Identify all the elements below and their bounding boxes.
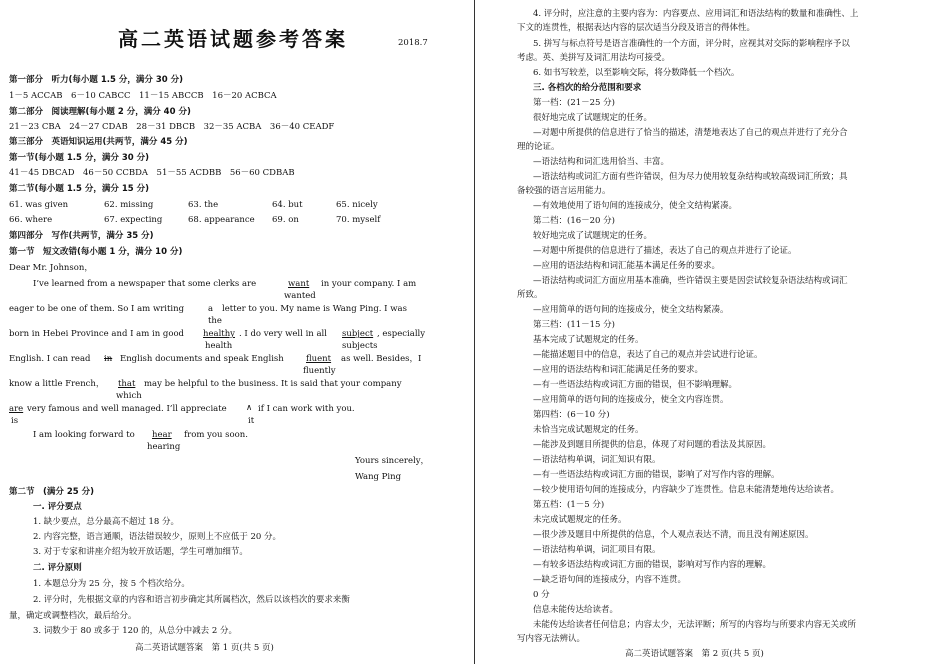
correction: which bbox=[116, 391, 142, 401]
page-1 bbox=[0, 0, 474, 664]
correction: fluently bbox=[303, 366, 336, 376]
fill-answer: 65. nicely bbox=[336, 200, 378, 210]
grade-item: 信息未能传达给读者。 bbox=[533, 605, 619, 615]
letter-line: eager to be one of them. So I am writing bbox=[9, 304, 185, 314]
fill-answer: 63. the bbox=[188, 200, 219, 210]
correction: it bbox=[248, 416, 255, 426]
part1-answers: 1－5 ACCAB 6－10 CABCC 11－15 ABCCB 16－20 ACBCA bbox=[9, 91, 277, 101]
correction: health bbox=[205, 341, 233, 351]
principle-item: 下文的连贯性，根据表达内容的层次适当分段及语言的得体性。 bbox=[517, 23, 756, 33]
grade-item: —较少使用语句间的连接成分，内容缺少了连贯性。信息未能清楚地传达给读者。 bbox=[533, 485, 840, 495]
page-title: 高二英语试题参考答案 bbox=[118, 27, 348, 51]
principle-item: 6. 如书写较差，以至影响交际，将分数降低一个档次。 bbox=[533, 68, 740, 78]
req-item: 3. 对于专家和讲座介绍为较开放话题，学生可增加细节。 bbox=[33, 547, 248, 557]
fill-answer: 61. was given bbox=[9, 200, 69, 210]
part2-answers: 21－23 CBA 24－27 CDAB 28－31 DBCB 32－35 ACBA 36－40 CEADF bbox=[9, 122, 335, 132]
grade-heading: 第三档：(11－15 分) bbox=[533, 320, 615, 330]
error-word: subject bbox=[342, 329, 374, 339]
caret-word: a bbox=[208, 304, 214, 314]
letter-line: from you soon. bbox=[184, 430, 248, 440]
error-word: hear bbox=[152, 430, 172, 440]
part1-heading: 第一部分 听力(每小题 1.5 分，满分 30 分) bbox=[9, 75, 183, 85]
correction: hearing bbox=[147, 442, 181, 452]
letter-line: born in Hebei Province and I am in good bbox=[9, 329, 185, 339]
grade-heading: 第五档：(1－5 分) bbox=[533, 500, 605, 510]
grade-item: 较好地完成了试题规定的任务。 bbox=[533, 231, 653, 241]
part3-sec1-answers: 41－45 DBCAD 46－50 CCBDA 51－55 ACDBB 56－60 CDBAB bbox=[9, 168, 295, 178]
prin-heading: 二. 评分原则 bbox=[33, 563, 82, 573]
letter-greeting: Dear Mr. Johnson， bbox=[9, 263, 93, 273]
grade-heading: 第二档：(16－20 分) bbox=[533, 216, 615, 226]
fill-answer: 69. on bbox=[272, 215, 299, 225]
deleted-word: in bbox=[104, 354, 113, 364]
fill-answer: 67. expecting bbox=[104, 215, 163, 225]
grade-item: —有一些语法结构或词汇方面的错误，但不影响理解。 bbox=[533, 380, 738, 390]
principle-item: 5. 拼写与标点符号是语言准确性的一个方面，评分时，应视其对交际的影响程序予以 bbox=[533, 39, 850, 49]
grade-item: 未能传达给读者任何信息；内容太少，无法评断；所写的内容均与所要求内容无关或所 bbox=[533, 620, 857, 630]
grade-item: —能描述题目中的信息，表达了自己的观点并尝试进行论证。 bbox=[533, 350, 763, 360]
correction: the bbox=[208, 316, 222, 326]
grade-item: 未恰当完成试题规定的任务。 bbox=[533, 425, 644, 435]
part4-sec1-heading: 第一节 短文改错(每小题 1 分，满分 10 分) bbox=[9, 247, 183, 257]
part3-sec2-heading: 第二节(每小题 1.5 分，满分 15 分) bbox=[9, 184, 149, 194]
letter-line: English. I can read bbox=[9, 354, 91, 364]
error-word: healthy bbox=[203, 329, 235, 339]
letter-line: as well. Besides，I bbox=[341, 354, 422, 364]
grade-item: —有较多语法结构或词汇方面的错误，影响对写作内容的理解。 bbox=[533, 560, 772, 570]
grade-heading: 第一档：(21－25 分) bbox=[533, 98, 615, 108]
part3-heading: 第三部分 英语知识运用(共两节，满分 45 分) bbox=[9, 137, 188, 147]
grade-item: 备较强的语言运用能力。 bbox=[517, 186, 611, 196]
letter-line: very famous and well managed. I’ll appreciate bbox=[27, 404, 227, 414]
grade-item: —应用的语法结构和词汇能满足任务的要求。 bbox=[533, 365, 704, 375]
grade-item: 所致。 bbox=[517, 290, 543, 300]
letter-line: letter to you. My name is Wang Ping. I was bbox=[222, 304, 407, 314]
grade-item: —语法结构单调，词汇知识有限。 bbox=[533, 455, 661, 465]
page-divider bbox=[474, 0, 475, 664]
part3-sec1-heading: 第一节(每小题 1.5 分，满分 30 分) bbox=[9, 153, 149, 163]
error-word: are bbox=[9, 404, 24, 414]
grade-item: —语法结构单调，词汇项目有限。 bbox=[533, 545, 661, 555]
fill-answer: 68. appearance bbox=[188, 215, 255, 225]
error-word: fluent bbox=[306, 354, 332, 364]
letter-signature: Wang Ping bbox=[355, 472, 402, 482]
prin-item: 2. 评分时，先根据文章的内容和语言初步确定其所属档次，然后以该档次的要求来衡 bbox=[33, 595, 350, 605]
fill-answer: 66. where bbox=[9, 215, 53, 225]
grade-heading: 0 分 bbox=[533, 590, 550, 600]
error-word: that bbox=[118, 379, 136, 389]
grade-item: —能涉及到题目所提供的信息，体现了对问题的看法及其原因。 bbox=[533, 440, 772, 450]
grade-item: 基本完成了试题规定的任务。 bbox=[533, 335, 644, 345]
grade-item: —很少涉及题目中所提供的信息，个人观点表达不清，而且没有阐述原因。 bbox=[533, 530, 814, 540]
grade-item: 未完成试题规定的任务。 bbox=[533, 515, 627, 525]
correction: subjects bbox=[342, 341, 378, 351]
correction: wanted bbox=[284, 291, 316, 301]
grade-item: —语法结构或词汇方面有些许错误，但为尽力使用较复杂结构或较高级词汇所致；具 bbox=[533, 172, 848, 182]
grade-item: 写内容无法辨认。 bbox=[517, 634, 586, 644]
grade-heading: 第四档：(6－10 分) bbox=[533, 410, 610, 420]
letter-line: know a little French， bbox=[9, 379, 105, 389]
principle-item: 4. 评分时，应注意的主要内容为：内容要点、应用词汇和语法结构的数量和准确性、上 bbox=[533, 9, 859, 19]
correction: is bbox=[11, 416, 19, 426]
grade-item: 很好地完成了试题规定的任务。 bbox=[533, 113, 653, 123]
grade-item: —缺乏语句间的连接成分，内容不连贯。 bbox=[533, 575, 687, 585]
prin-item: 量，确定或调整档次，最后给分。 bbox=[9, 611, 137, 621]
grade-item: —语法结构和词汇选用恰当、丰富。 bbox=[533, 157, 670, 167]
fill-answer: 64. but bbox=[272, 200, 303, 210]
letter-line: I’ve learned from a newspaper that some clerks are bbox=[33, 279, 257, 289]
grade-item: —应用的语法结构和词汇能基本满足任务的要求。 bbox=[533, 261, 721, 271]
grade-item: —对题中所提供的信息进行了描述，表达了自己的观点并进行了论证。 bbox=[533, 246, 797, 256]
letter-line: English documents and speak English bbox=[120, 354, 284, 364]
prin-item: 3. 词数少于 80 或多于 120 的，从总分中减去 2 分。 bbox=[33, 626, 237, 636]
req-item: 2. 内容完整，语言通顺，语法错误较少，原则上不应低于 20 分。 bbox=[33, 532, 282, 542]
part2-heading: 第二部分 阅读理解(每小题 2 分，满分 40 分) bbox=[9, 107, 191, 117]
letter-closing: Yours sincerely， bbox=[355, 456, 430, 466]
grade-item: —应用简单的语句间的连接成分，使全文结构紧凑。 bbox=[533, 305, 729, 315]
exam-date: 2018.7 bbox=[398, 38, 428, 48]
letter-line: I am looking forward to bbox=[33, 430, 135, 440]
fill-answer: 62. missing bbox=[104, 200, 154, 210]
principle-item: 考虑。英、美拼写及词汇用法均可接受。 bbox=[517, 53, 671, 63]
fill-answer: 70. myself bbox=[336, 215, 381, 225]
letter-line: if I can work with you. bbox=[258, 404, 355, 414]
prin-item: 1. 本题总分为 25 分，按 5 个档次给分。 bbox=[33, 579, 190, 589]
grade-item: —有一些语法结构或词汇方面的错误，影响了对写作内容的理解。 bbox=[533, 470, 780, 480]
grade-item: 理的论证。 bbox=[517, 142, 560, 152]
letter-line: , especially bbox=[377, 329, 426, 339]
req-item: 1. 缺少要点，总分最高不超过 18 分。 bbox=[33, 517, 180, 527]
part4-heading: 第四部分 写作(共两节，满分 35 分) bbox=[9, 231, 154, 241]
letter-line: in your company. I am bbox=[321, 279, 417, 289]
grade-item: —有效地使用了语句间的连接成分，使全文结构紧凑。 bbox=[533, 201, 738, 211]
grade-item: —对题中所提供的信息进行了恰当的描述，清楚地表达了自己的观点并进行了充分合 bbox=[533, 128, 848, 138]
page-footer: 高二英语试题答案 第 2 页(共 5 页) bbox=[625, 649, 764, 659]
error-word: want bbox=[288, 279, 310, 289]
page-2 bbox=[477, 0, 950, 664]
grade-item: —应用简单的语句间的连接成分，使全文内容连贯。 bbox=[533, 395, 729, 405]
levels-heading: 三. 各档次的给分范围和要求 bbox=[533, 83, 642, 93]
part4-sec2-heading: 第二节 (满分 25 分) bbox=[9, 487, 95, 497]
req-heading: 一. 评分要点 bbox=[33, 502, 82, 512]
letter-line: . I do very well in all bbox=[239, 329, 327, 339]
page-footer: 高二英语试题答案 第 1 页(共 5 页) bbox=[135, 643, 274, 653]
caret-mark: ∧ bbox=[246, 403, 253, 413]
grade-item: —语法结构或词汇方面应用基本准确，些许错误主要是因尝试较复杂语法结构或词汇 bbox=[533, 276, 848, 286]
letter-line: may be helpful to the business. It is said that your company bbox=[144, 379, 402, 389]
